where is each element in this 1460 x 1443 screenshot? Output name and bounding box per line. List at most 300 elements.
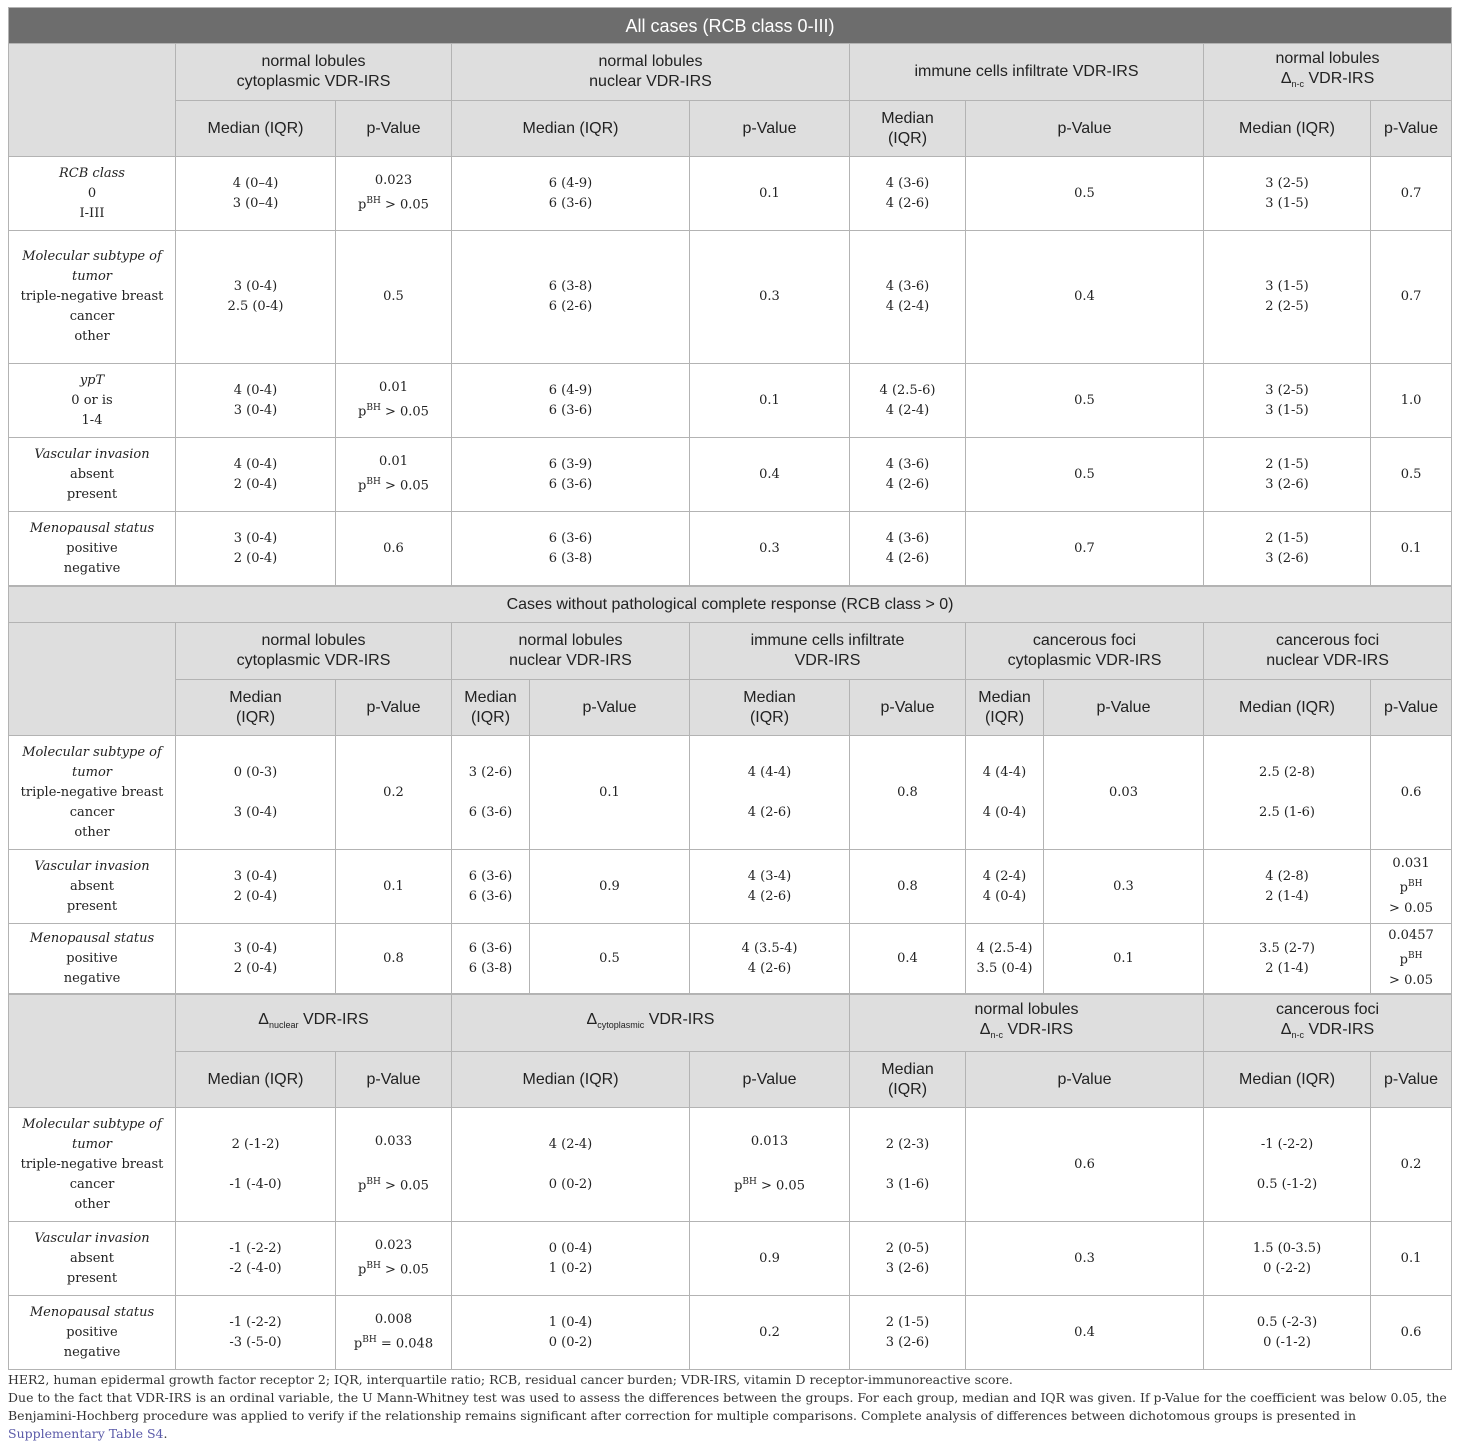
data-cell: [690, 438, 850, 512]
cell-text: > 0.05: [380, 478, 429, 494]
superscript: BH: [362, 1335, 377, 1346]
cell-text: nuclear VDR-IRS: [509, 652, 632, 669]
cell-text: 4 (2-6): [885, 195, 930, 211]
cell-text: p-Value: [1384, 119, 1439, 137]
data-cell: [850, 512, 966, 586]
cell-text: triple-negative breast cancer: [20, 784, 164, 820]
cell-text: 2 (1-5): [885, 1314, 930, 1330]
superscript: BH: [366, 477, 381, 488]
cell-text: 2 (2-5): [1265, 299, 1309, 314]
cell-text: p: [358, 1178, 367, 1194]
cell-text: p-Value: [880, 698, 935, 716]
data-cell: [850, 1108, 966, 1222]
data-cell: [530, 850, 690, 924]
cell-text: present: [66, 898, 118, 914]
data-cell: [690, 924, 850, 994]
cell-text: absent: [69, 466, 115, 482]
cell-text: 3 (2-6): [885, 1334, 930, 1350]
cell-text: 0.3: [759, 289, 780, 304]
table-section-2: [8, 586, 1452, 994]
cell-text: nuclear VDR-IRS: [1266, 652, 1389, 669]
header-row: [9, 44, 1452, 101]
data-cell: [530, 736, 690, 850]
table-row: [9, 924, 1452, 994]
row-label-cell: [9, 1108, 176, 1222]
cell-text: 2 (1-4): [1265, 960, 1309, 976]
cell-text: 2 (1-5): [1265, 456, 1309, 472]
cell-text: -2 (-4-0): [229, 1260, 282, 1276]
cell-text: 0.1: [383, 878, 404, 894]
cell-text: 3 (1-6): [885, 1176, 930, 1192]
cell-text: 2 (1-5): [1265, 530, 1309, 546]
cell-text: 6 (2-6): [548, 299, 593, 314]
cell-text: 2 (-1-2): [231, 1136, 280, 1152]
data-cell: [336, 924, 452, 994]
cell-text: 4 (2-4): [982, 868, 1027, 884]
data-cell: [452, 736, 530, 850]
data-cell: [452, 231, 690, 364]
cell-text: other: [74, 824, 110, 840]
data-cell: [966, 512, 1204, 586]
header-row: [9, 623, 1452, 680]
row-label-cell: [9, 231, 176, 364]
cell-text: p: [353, 1336, 363, 1352]
superscript: BH: [1407, 951, 1423, 962]
results-table: [8, 7, 1452, 1370]
cell-text: p-Value: [1096, 698, 1151, 716]
column-header: [176, 1052, 336, 1108]
cell-text: 2 (2-3): [885, 1136, 930, 1152]
cell-text: 3.5 (2-7): [1259, 940, 1315, 956]
column-header: [452, 623, 690, 680]
data-cell: [176, 850, 336, 924]
column-header: [1204, 623, 1452, 680]
cell-text: 4 (0-4): [982, 888, 1027, 904]
data-cell: [850, 438, 966, 512]
data-cell: [1204, 231, 1371, 364]
cell-text: 3 (2-5): [1265, 175, 1309, 191]
column-header: [1204, 995, 1452, 1052]
column-header: [1371, 1052, 1452, 1108]
row-category-label: Vascular invasion: [34, 858, 150, 874]
cell-text: -1 (-2-2): [229, 1240, 282, 1256]
row-label-cell: [9, 512, 176, 586]
table-row: [9, 1222, 1452, 1296]
cell-text: 0 (-2-2): [1263, 1260, 1311, 1276]
data-cell: [690, 157, 850, 231]
cell-text: 0.8: [897, 878, 918, 894]
column-header: [690, 680, 850, 736]
cell-text: p-Value: [366, 119, 421, 137]
subscript: nuclear: [268, 1020, 299, 1031]
data-cell: [1044, 850, 1204, 924]
cell-text: 6 (3-6): [468, 888, 513, 904]
cell-text: 6 (4-9): [548, 175, 593, 191]
cell-text: triple-negative breast cancer: [20, 289, 164, 324]
cell-text: 4 (3-6): [885, 530, 930, 546]
data-cell: [966, 157, 1204, 231]
data-cell: [176, 924, 336, 994]
cell-text: p-Value: [1384, 698, 1439, 716]
data-cell: [1371, 850, 1452, 924]
cell-text: cancerous foci: [1275, 632, 1380, 649]
cell-text: p-Value: [366, 1070, 421, 1088]
cell-text: Median (IQR): [1238, 698, 1336, 716]
data-cell: [690, 1222, 850, 1296]
data-cell: [530, 924, 690, 994]
cell-text: 0 or is: [71, 392, 113, 408]
data-cell: [1371, 736, 1452, 850]
table-row: [9, 512, 1452, 586]
data-cell: [336, 736, 452, 850]
cell-text: immune cells infiltrate: [750, 632, 905, 649]
table-row: [9, 1108, 1452, 1222]
cell-text: p: [358, 1262, 367, 1278]
data-cell: [690, 850, 850, 924]
column-header: [850, 44, 1204, 101]
cell-text: 0 (0-3): [233, 764, 278, 780]
cell-text: 3 (1-5): [1265, 195, 1309, 211]
cell-text: > 0.05: [380, 404, 429, 420]
column-header: [966, 623, 1204, 680]
column-header: [1204, 101, 1371, 157]
cell-text: 4 (4-4): [747, 764, 792, 780]
cell-text: > 0.05: [380, 197, 429, 213]
cell-text: Δ: [258, 1011, 269, 1029]
data-cell: [966, 850, 1044, 924]
cell-text: 3 (2-6): [1265, 550, 1309, 566]
subscript: n-c: [1291, 79, 1305, 90]
cell-text: p-Value: [1384, 1070, 1438, 1088]
data-cell: [176, 1296, 336, 1370]
data-cell: [1371, 1222, 1452, 1296]
cell-text: nuclear VDR-IRS: [589, 73, 712, 90]
cell-text: negative: [63, 1344, 121, 1360]
cell-text: 0.5: [1074, 466, 1095, 482]
data-cell: [336, 231, 452, 364]
data-cell: [1371, 512, 1452, 586]
cell-text: I-III: [79, 205, 105, 221]
cell-text: Δ: [1280, 70, 1292, 88]
cell-text: 2.5 (0-4): [227, 299, 284, 314]
table-row: [9, 364, 1452, 438]
cell-text: positive: [66, 950, 118, 966]
data-cell: [452, 924, 530, 994]
cell-text: 0.5: [599, 950, 620, 966]
cell-text: cancerous foci: [1275, 1001, 1380, 1019]
data-cell: [966, 438, 1204, 512]
cell-text: 0.008: [374, 1312, 413, 1328]
data-cell: [336, 1222, 452, 1296]
cell-text: 0.4: [759, 466, 780, 482]
cell-text: cytoplasmic VDR-IRS: [236, 73, 391, 90]
column-header: [336, 101, 452, 157]
cell-text: normal lobules: [261, 53, 366, 70]
cell-text: VDR-IRS: [298, 1011, 369, 1029]
data-cell: [1204, 1108, 1371, 1222]
table-row: [9, 157, 1452, 231]
cell-text: 0.8: [897, 784, 918, 800]
data-cell: [336, 438, 452, 512]
row-label-cell: [9, 438, 176, 512]
data-cell: [336, 512, 452, 586]
row-category-label: Menopausal status: [29, 930, 155, 946]
cell-text: p: [358, 404, 367, 420]
cell-text: normal lobules: [974, 1001, 1079, 1019]
data-cell: [966, 1296, 1204, 1370]
data-cell: [336, 850, 452, 924]
cell-text: Median (IQR): [522, 1070, 619, 1088]
cell-text: present: [66, 486, 118, 502]
cell-text: 0.01: [379, 380, 408, 396]
cell-text: 3 (0-4): [233, 868, 278, 884]
data-cell: [1204, 736, 1371, 850]
row-category-label: Menopausal status: [29, 520, 155, 536]
superscript: BH: [366, 403, 381, 414]
column-header: [966, 101, 1204, 157]
data-cell: [1204, 512, 1371, 586]
cell-text: 0.2: [759, 1324, 780, 1340]
data-cell: [336, 1108, 452, 1222]
cell-text: immune cells infiltrate VDR-IRS: [914, 63, 1139, 80]
column-header: [1204, 1052, 1371, 1108]
cell-text: -1 (-4-0): [229, 1176, 282, 1192]
cell-text: 0.5: [1074, 392, 1095, 408]
cell-text: 0.3: [1074, 1250, 1095, 1266]
table-row: [9, 438, 1452, 512]
header-corner: [9, 623, 176, 736]
column-header: [690, 101, 850, 157]
header-corner: [9, 44, 176, 157]
cell-text: 0.7: [1400, 185, 1422, 201]
column-header: [176, 995, 452, 1052]
cell-text: 0.4: [1074, 1324, 1095, 1340]
cell-text: p-Value: [366, 698, 421, 716]
cell-text: 4 (0-4): [233, 456, 278, 472]
cell-text: > 0.05: [380, 1178, 429, 1194]
table-row: [9, 850, 1452, 924]
column-header: [176, 623, 452, 680]
cell-text: VDR-IRS: [1003, 1021, 1074, 1039]
cell-text: negative: [63, 560, 121, 576]
cell-text: 4 (3-6): [885, 456, 930, 472]
row-label-cell: [9, 924, 176, 994]
data-cell: [966, 231, 1204, 364]
superscript: BH: [366, 196, 381, 207]
superscript: BH: [366, 1177, 381, 1188]
data-cell: [1204, 924, 1371, 994]
data-cell: [850, 850, 966, 924]
cell-text: p-Value: [1057, 119, 1112, 137]
supplementary-table-link[interactable]: Supplementary Table S4: [8, 1426, 164, 1441]
column-header: [336, 680, 452, 736]
cell-text: 2.5 (1-6): [1259, 804, 1315, 820]
cell-text: normal lobules: [1275, 50, 1380, 68]
cell-text: 4 (2.5-6): [879, 382, 936, 398]
data-cell: [452, 364, 690, 438]
cell-text: 6 (3-8): [468, 960, 513, 976]
cell-text: Median: [743, 688, 796, 706]
data-cell: [336, 157, 452, 231]
cell-text: 1 (0-2): [548, 1260, 593, 1276]
cell-text: 6 (3-6): [468, 804, 513, 820]
row-label-cell: [9, 364, 176, 438]
cell-text: 6 (3-6): [548, 402, 593, 418]
cell-text: 1.5 (0-3.5): [1252, 1240, 1322, 1256]
column-header: [1371, 680, 1452, 736]
column-header: [452, 995, 850, 1052]
data-cell: [452, 1108, 690, 1222]
cell-text: VDR-IRS: [794, 652, 861, 669]
column-header: [690, 1052, 850, 1108]
cell-text: p-Value: [582, 698, 637, 716]
subscript: cytoplasmic: [597, 1020, 645, 1031]
cell-text: 0.4: [897, 950, 918, 966]
cell-text: 0.3: [759, 540, 780, 556]
data-cell: [176, 512, 336, 586]
data-cell: [176, 1108, 336, 1222]
row-label-cell: [9, 850, 176, 924]
cell-text: 6 (3-6): [548, 195, 593, 211]
cell-text: absent: [69, 878, 115, 894]
cell-text: 4 (2-6): [747, 804, 792, 820]
cell-text: 6 (3-6): [548, 476, 593, 492]
cell-text: > 0.05: [1389, 972, 1434, 988]
cell-text: positive: [66, 540, 118, 556]
cell-text: 3 (2-5): [1265, 382, 1309, 398]
cell-text: 0.023: [374, 1238, 413, 1254]
cell-text: 1-4: [81, 412, 103, 428]
cell-text: 1 (0-4): [548, 1314, 593, 1330]
cell-text: 4 (2.5-4): [976, 940, 1033, 956]
cell-text: 6 (4-9): [548, 382, 593, 398]
cell-text: 0.013: [750, 1134, 789, 1150]
subscript: n-c: [990, 1030, 1003, 1041]
data-cell: [850, 231, 966, 364]
data-cell: [690, 364, 850, 438]
data-cell: [850, 1222, 966, 1296]
cell-text: other: [74, 329, 110, 344]
cell-text: 4 (2-4): [885, 299, 930, 314]
cell-text: normal lobules: [598, 53, 703, 70]
cell-text: 3 (1-5): [1265, 279, 1309, 294]
cell-text: = 0.048: [376, 1336, 434, 1352]
row-category-label: Molecular subtype of tumor: [22, 744, 162, 780]
data-cell: [850, 157, 966, 231]
column-header: [1204, 44, 1452, 101]
cell-text: Δ: [586, 1011, 598, 1029]
cell-text: Median: [229, 688, 282, 706]
cell-text: 4 (0–4): [232, 175, 279, 191]
header-row: [9, 1052, 1452, 1108]
data-cell: [850, 924, 966, 994]
cell-text: p: [1399, 952, 1408, 968]
cell-text: (IQR): [887, 129, 928, 147]
cell-text: > 0.05: [756, 1178, 805, 1194]
cell-text: negative: [63, 970, 121, 986]
table-section-1: [8, 7, 1452, 586]
header-row: [9, 101, 1452, 157]
cell-text: 0.8: [383, 950, 404, 966]
data-cell: [452, 157, 690, 231]
cell-text: 0.9: [759, 1250, 780, 1266]
cell-text: VDR-IRS: [1304, 1021, 1375, 1039]
column-header: [530, 680, 690, 736]
footnote-abbreviations: HER2, human epidermal growth factor receptor 2; IQR, interquartile ratio; RCB, residual cancer burden; VDR-IRS, vitamin D receptor-immunoreactive score.: [8, 1372, 1013, 1387]
cell-text: 4 (2-8): [1265, 868, 1309, 884]
column-header: [176, 44, 452, 101]
cell-text: 0.4: [1074, 289, 1095, 304]
data-cell: [452, 1222, 690, 1296]
cell-text: 6 (3-6): [468, 868, 513, 884]
cell-text: 4 (2-6): [885, 550, 930, 566]
cell-text: 0.5: [383, 289, 404, 304]
cell-text: -1 (-2-2): [229, 1314, 282, 1330]
cell-text: 0.7: [1074, 540, 1095, 556]
cell-text: 2 (0-4): [233, 550, 278, 566]
cell-text: -3 (-5-0): [229, 1334, 282, 1350]
column-header: [336, 1052, 452, 1108]
cell-text: 4 (2-6): [747, 888, 792, 904]
cell-text: 0.3: [1113, 878, 1134, 894]
column-header: [966, 680, 1044, 736]
data-cell: [1204, 364, 1371, 438]
cell-text: 3 (2-6): [885, 1260, 930, 1276]
cell-text: 0.7: [1400, 289, 1422, 304]
cell-text: Median (IQR): [522, 119, 619, 137]
cell-text: 2 (0-4): [233, 960, 278, 976]
column-header: [176, 101, 336, 157]
cell-text: Δ: [1280, 1021, 1292, 1039]
cell-text: 6 (3-6): [548, 530, 593, 546]
superscript: BH: [1407, 879, 1423, 890]
data-cell: [1371, 157, 1452, 231]
data-cell: [1204, 438, 1371, 512]
cell-text: VDR-IRS: [1304, 70, 1375, 88]
cell-text: 0 (0-4): [548, 1240, 593, 1256]
data-cell: [452, 438, 690, 512]
data-cell: [176, 364, 336, 438]
column-header: [452, 101, 690, 157]
cell-text: 0.023: [374, 173, 413, 189]
cell-text: 0.031: [1392, 856, 1430, 872]
cell-text: > 0.05: [1389, 900, 1434, 916]
data-cell: [1371, 438, 1452, 512]
cell-text: 0.03: [1109, 784, 1138, 800]
cell-text: 2 (0-4): [233, 476, 278, 492]
cell-text: 3.5 (0-4): [976, 960, 1033, 976]
column-header: [850, 995, 1204, 1052]
section-title: Cases without pathological complete response (RCB class > 0): [9, 587, 1452, 623]
data-cell: [176, 736, 336, 850]
data-cell: [176, 157, 336, 231]
cell-text: 0.6: [1074, 1156, 1095, 1172]
cell-text: 6 (3-8): [548, 550, 593, 566]
cell-text: 4 (2-4): [885, 402, 930, 418]
cell-text: 6 (3-9): [548, 456, 593, 472]
footnote-method: Due to the fact that VDR-IRS is an ordinal variable, the U Mann-Whitney test was used to assess the differences between the groups. For each group, median and IQR was given. If p-Value for the coefficient was below 0.05, the Benjamini-Hochberg procedure was applied to verify if the relationship remains significant after correction for multiple comparisons. Complete analysis of differences between dichotomous groups is presented in Supplementary Table S4.: [8, 1390, 1447, 1441]
cell-text: 4 (3-6): [885, 175, 930, 191]
column-header: [850, 1052, 966, 1108]
cell-text: 0 (-1-2): [1263, 1334, 1311, 1350]
data-cell: [850, 364, 966, 438]
data-cell: [1371, 1296, 1452, 1370]
cell-text: Median (IQR): [1238, 119, 1336, 137]
data-cell: [452, 850, 530, 924]
cell-text: triple-negative breast cancer: [20, 1156, 164, 1192]
data-cell: [690, 231, 850, 364]
row-category-label: Molecular subtype of tumor: [22, 1116, 162, 1152]
